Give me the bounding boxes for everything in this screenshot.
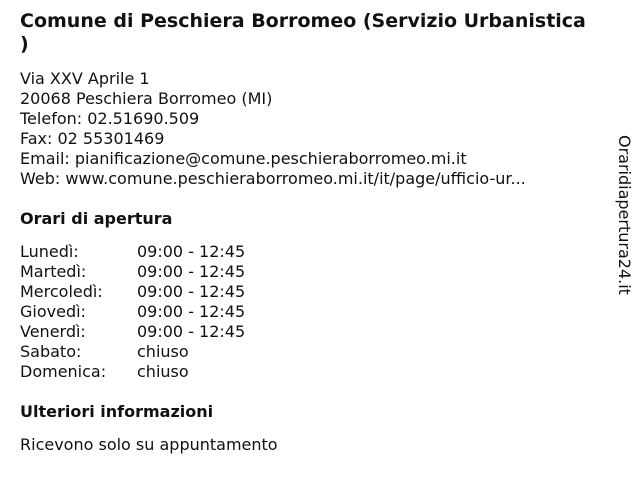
day-label: Martedì: (20, 262, 87, 281)
phone-line: Telefon: 02.51690.509 (20, 109, 200, 128)
hours-row (20, 362, 616, 382)
hours-row (20, 242, 616, 262)
hours-value: chiuso (137, 342, 189, 361)
day-label: Domenica: (20, 362, 107, 381)
fax-line: Fax: 02 55301469 (20, 129, 165, 148)
opening-hours-heading: Orari di apertura (20, 209, 173, 228)
address-line-1: Via XXV Aprile 1 (20, 69, 150, 88)
hours-value: 09:00 - 12:45 (137, 282, 246, 301)
day-label: Venerdì: (20, 322, 86, 341)
hours-row (20, 282, 616, 302)
additional-info-text: Ricevono solo su appuntamento (20, 435, 278, 454)
office-info-panel (20, 10, 616, 455)
day-label: Giovedì: (20, 302, 86, 321)
hours-row (20, 302, 616, 322)
address-line-2: 20068 Peschiera Borromeo (MI) (20, 89, 273, 108)
hours-value: 09:00 - 12:45 (137, 302, 246, 321)
day-label: Mercoledì: (20, 282, 103, 301)
hours-row (20, 342, 616, 362)
hours-row (20, 322, 616, 342)
day-label: Lunedì: (20, 242, 79, 261)
additional-info-heading: Ulteriori informazioni (20, 402, 214, 421)
web-line: Web: www.comune.peschieraborromeo.mi.it/it/page/ufficio-ur... (20, 169, 526, 188)
hours-row (20, 262, 616, 282)
email-line: Email: pianificazione@comune.peschieraborromeo.mi.it (20, 149, 467, 168)
hours-value: 09:00 - 12:45 (137, 242, 246, 261)
day-label: Sabato: (20, 342, 82, 361)
opening-hours-table (20, 242, 616, 382)
hours-value: chiuso (137, 362, 189, 381)
hours-value: 09:00 - 12:45 (137, 262, 246, 281)
hours-value: 09:00 - 12:45 (137, 322, 246, 341)
office-title: Comune di Peschiera Borromeo (Servizio Urbanistica ) (20, 10, 586, 55)
site-watermark: Oraridiapertura24.it (615, 135, 634, 295)
